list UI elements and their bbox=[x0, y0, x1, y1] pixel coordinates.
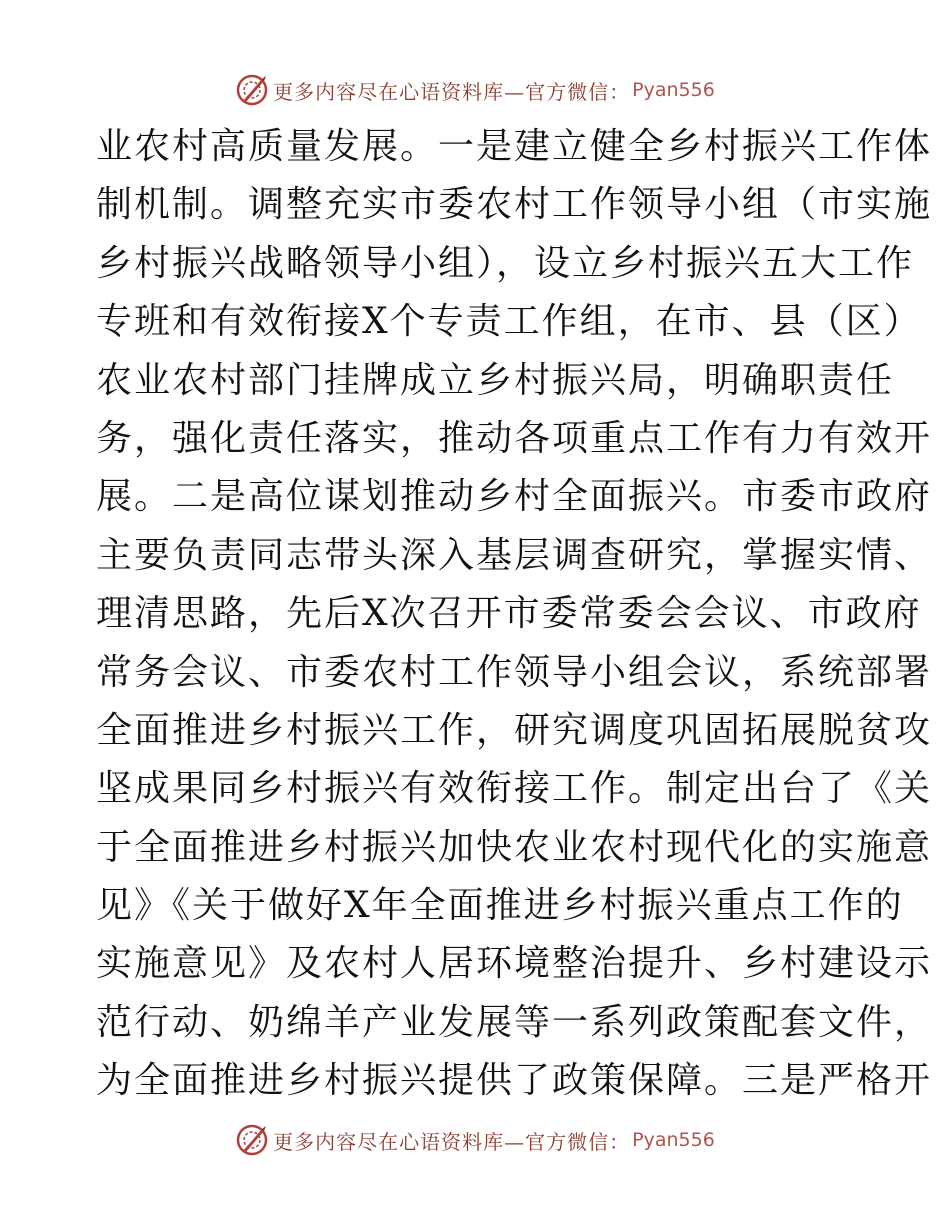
document-body bbox=[96, 118, 933, 1111]
body-line: 见》《关于做好X年全面推进乡村振兴重点工作的 bbox=[96, 885, 904, 927]
body-line: 务，强化责任落实，推动各项重点工作有力有效开 bbox=[96, 417, 933, 459]
body-line: 农业农村部门挂牌成立乡村振兴局，明确职责任 bbox=[96, 359, 895, 401]
body-line: 理清思路，先后X次召开市委常委会会议、市政府 bbox=[96, 593, 922, 635]
header-watermark-banner bbox=[0, 70, 950, 110]
body-line: 常务会议、市委农村工作领导小组会议，系统部署 bbox=[96, 651, 933, 693]
body-line: 范行动、奶绵羊产业发展等一系列政策配套文件， bbox=[96, 1001, 933, 1043]
body-line: 于全面推进乡村振兴加快农业农村现代化的实施意 bbox=[96, 826, 933, 868]
quill-logo-icon bbox=[235, 1123, 269, 1157]
body-line: 坚成果同乡村振兴有效衔接工作。制定出台了《关 bbox=[96, 768, 933, 810]
header-banner-wechat-id: Pyan556 bbox=[632, 79, 715, 101]
footer-banner-wechat-id: Pyan556 bbox=[632, 1129, 715, 1151]
footer-watermark-banner bbox=[0, 1120, 950, 1160]
body-line: 乡村振兴战略领导小组），设立乡村振兴五大工作 bbox=[96, 242, 915, 284]
footer-banner-text: 更多内容尽在心语资料库—官方微信： bbox=[273, 1129, 631, 1154]
body-line: 专班和有效衔接X个专责工作组，在市、县（区） bbox=[96, 301, 922, 343]
body-line: 为全面推进乡村振兴提供了政策保障。三是严格开 bbox=[96, 1060, 933, 1102]
body-line: 主要负责同志带头深入基层调查研究，掌握实情、 bbox=[96, 534, 933, 576]
body-line: 业农村高质量发展。一是建立健全乡村振兴工作体 bbox=[96, 126, 933, 167]
body-line: 全面推进乡村振兴工作，研究调度巩固拓展脱贫攻 bbox=[96, 709, 933, 751]
header-banner-text: 更多内容尽在心语资料库—官方微信： bbox=[273, 79, 631, 104]
body-line: 实施意见》及农村人居环境整治提升、乡村建设示 bbox=[96, 943, 933, 985]
body-line: 制机制。调整充实市委农村工作领导小组（市实施 bbox=[96, 184, 933, 226]
body-line: 展。二是高位谋划推动乡村全面振兴。市委市政府 bbox=[96, 476, 933, 518]
quill-logo-icon bbox=[235, 73, 269, 107]
